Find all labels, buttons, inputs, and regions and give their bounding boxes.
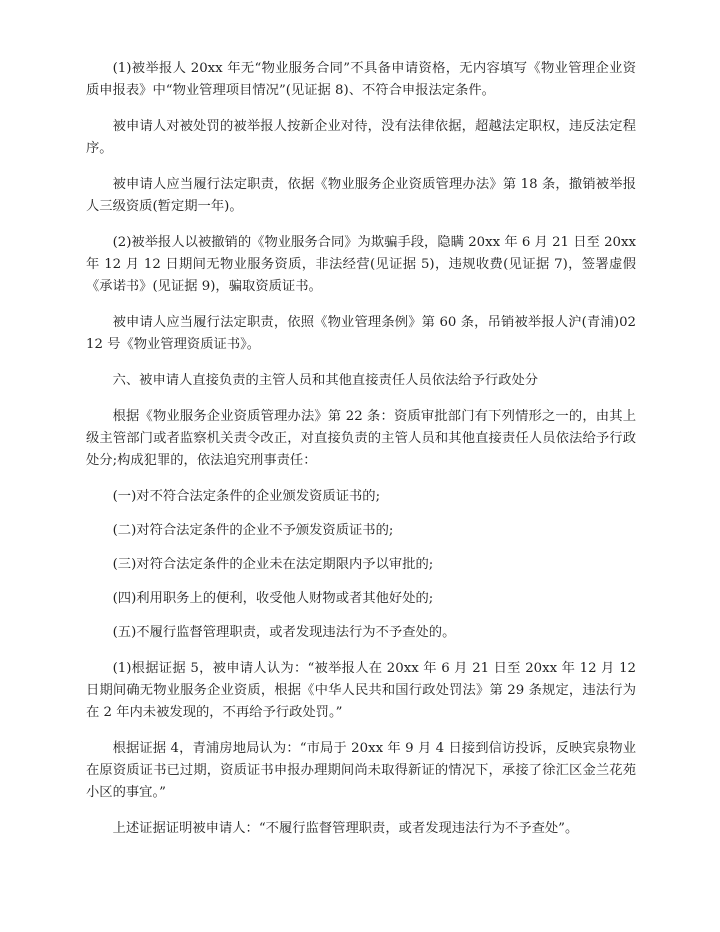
document-body xyxy=(86,58,636,854)
list-item-1: (一)对不符合法定条件的企业颁发资质证书的; xyxy=(112,489,381,504)
list-item-4: (四)利用职务上的便利，收受他人财物或者其他好处的; xyxy=(112,591,434,606)
paragraph-5: 被申请人应当履行法定职责，依照《物业管理条例》第 60 条，吊销被举报人沪(青浦)0212 号《物业管理资质证书》。 xyxy=(86,315,636,352)
list-item-3: (三)对符合法定条件的企业未在法定期限内予以审批的; xyxy=(112,557,434,572)
paragraph-1: (1)被举报人 20xx 年无“物业服务合同”不具备申请资格，无内容填写《物业管理企业资质申报表》中“物业管理项目情况”(见证据 8)、不符合申报法定条件。 xyxy=(86,61,636,98)
paragraph-2: 被申请人对被处罚的被举报人按新企业对待，没有法律依据，超越法定职权，违反法定程序。 xyxy=(86,119,636,156)
list-item-5: (五)不履行监督管理职责，或者发现违法行为不予查处的。 xyxy=(112,625,456,640)
section-heading: 六、被申请人直接负责的主管人员和其他直接责任人员依法给予行政处分 xyxy=(112,373,539,388)
paragraph-7: 根据《物业服务企业资质管理办法》第 22 条：资质审批部门有下列情形之一的，由其上级主管部门或者监察机关责令改正，对直接负责的主管人员和其他直接责任人员依法给予行政处分;构成犯罪的，依法追究刑事责任： xyxy=(86,409,636,468)
paragraph-13: (1)根据证据 5，被申请人认为：“被举报人在 20xx 年 6 月 21 日至 20xx 年 12 月 12 日期间确无物业服务企业资质，根据《中华人民共和国行政处罚法》第 29 条规定，违法行为在 2 年内未被发现的，不再给予行政处罚。” xyxy=(86,661,636,720)
paragraph-14: 根据证据 4，青浦房地局认为：“市局于 20xx 年 9 月 4 日接到信访投诉，反映宾泉物业在原资质证书已过期，资质证书申报办理期间尚未取得新证的情况下，承接了徐汇区金兰花苑小区的事宜。” xyxy=(86,741,636,800)
list-item-2: (二)对符合法定条件的企业不予颁发资质证书的; xyxy=(112,523,394,538)
paragraph-15: 上述证据证明被申请人：“不履行监督管理职责，或者发现违法行为不予查处”。 xyxy=(112,821,579,836)
paragraph-4: (2)被举报人以被撤销的《物业服务合同》为欺骗手段，隐瞒 20xx 年 6 月 21 日至 20xx 年 12 月 12 日期间无物业服务资质，非法经营(见证据 5)，违规收费(见证据 7)，签署虚假《承诺书》(见证据 9)，骗取资质证书。 xyxy=(86,235,636,294)
paragraph-3: 被申请人应当履行法定职责，依据《物业服务企业资质管理办法》第 18 条，撤销被举报人三级资质(暂定期一年)。 xyxy=(86,177,636,214)
